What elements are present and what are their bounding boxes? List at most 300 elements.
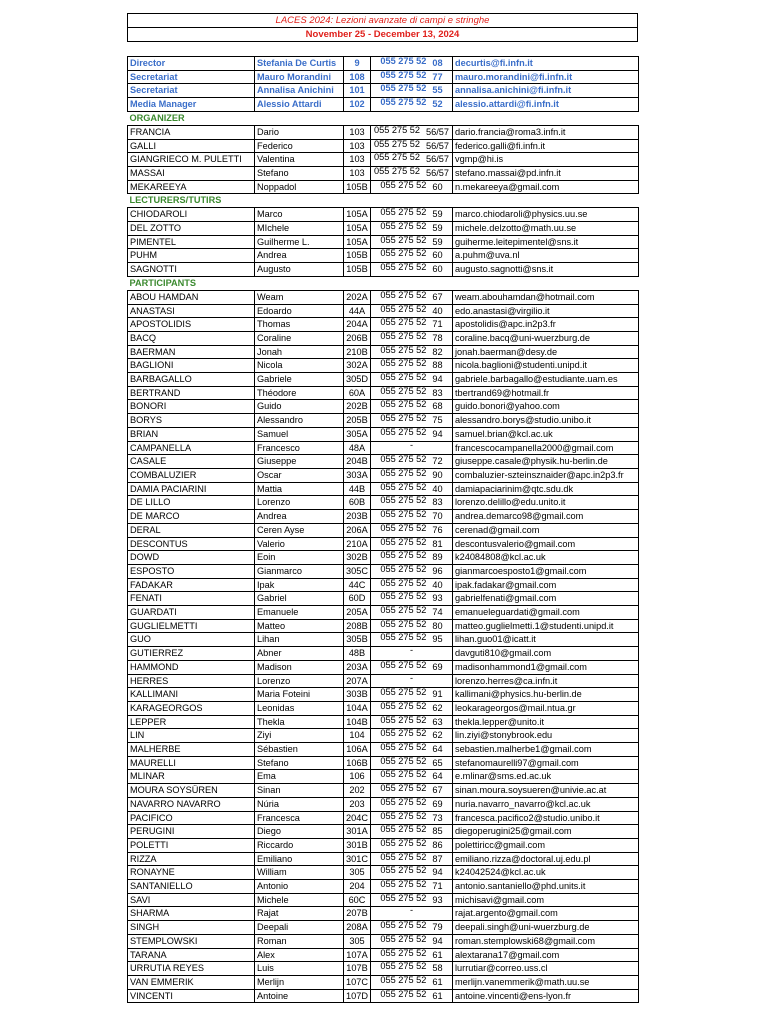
- last-name-cell: DOWD: [128, 551, 255, 565]
- phone-cell: [371, 852, 453, 866]
- phone-extension: 56/57: [425, 154, 449, 165]
- phone-prefix: 055 275 52: [380, 509, 427, 520]
- phone-prefix: 055 275 52: [380, 769, 427, 780]
- email-cell: francescocampanella2000@gmail.com: [453, 441, 639, 455]
- phone-prefix: 055 275 52: [380, 783, 427, 794]
- phone-extension: 52: [432, 99, 443, 110]
- phone-prefix: 055 275 52: [380, 756, 427, 766]
- email-cell: annalisa.anichini@fi.infn.it: [453, 84, 639, 98]
- last-name-cell: MLINAR: [128, 770, 255, 784]
- phone-cell: [371, 701, 453, 715]
- room-cell: 301A: [344, 825, 371, 839]
- room-cell: 203A: [344, 660, 371, 674]
- section-header-row: [128, 276, 639, 290]
- first-name-cell: Emiliano: [255, 852, 344, 866]
- phone-extension: 61: [432, 949, 443, 960]
- first-name-cell: Ceren Ayse: [255, 523, 344, 537]
- phone-cell: [371, 414, 453, 428]
- first-name-cell: Marco: [255, 208, 344, 222]
- person-row: [128, 290, 639, 304]
- phone-extension: 95: [432, 634, 443, 645]
- phone-extension: 70: [432, 511, 443, 522]
- phone-extension: 80: [432, 620, 443, 631]
- email-cell: samuel.brian@kcl.ac.uk: [453, 427, 639, 441]
- first-name-cell: Leonidas: [255, 701, 344, 715]
- phone-extension: 90: [432, 469, 443, 480]
- phone-cell: [371, 345, 453, 359]
- email-cell: damiapaciarinim@qtc.sdu.dk: [453, 482, 639, 496]
- last-name-cell: KARAGEORGOS: [128, 701, 255, 715]
- phone-prefix: 055 275 52: [380, 331, 427, 341]
- phone-cell: [371, 660, 453, 674]
- room-cell: 104A: [344, 701, 371, 715]
- last-name-cell: FADAKAR: [128, 578, 255, 592]
- person-row: [128, 907, 639, 921]
- first-name-cell: Maria Foteini: [255, 688, 344, 702]
- phone-prefix: 055 275 52: [380, 248, 427, 259]
- person-row: [128, 701, 639, 715]
- room-cell: 210A: [344, 537, 371, 551]
- phone-prefix: 055 275 52: [380, 290, 427, 300]
- phone-extension: 85: [432, 826, 443, 837]
- first-name-cell: Riccardo: [255, 838, 344, 852]
- staff-row: [128, 98, 639, 112]
- person-row: [128, 166, 639, 180]
- person-row: [128, 125, 639, 139]
- phone-extension: 40: [432, 483, 443, 494]
- spacer-row: [128, 42, 639, 57]
- first-name-cell: Alex: [255, 948, 344, 962]
- email-cell: giuseppe.casale@physik.hu-berlin.de: [453, 455, 639, 469]
- first-name-cell: Madison: [255, 660, 344, 674]
- email-cell: combaluzier-szteinsznaider@apc.in2p3.fr: [453, 468, 639, 482]
- phone-cell: [371, 729, 453, 743]
- staff-name: Alessio Attardi: [255, 98, 344, 112]
- phone-prefix: 055 275 52: [380, 317, 427, 328]
- email-cell: deepali.singh@uni-wuerzburg.de: [453, 921, 639, 935]
- email-cell: stefanomaurelli97@gmail.com: [453, 756, 639, 770]
- staff-row: [128, 70, 639, 84]
- person-row: [128, 331, 639, 345]
- person-row: [128, 647, 639, 661]
- person-row: [128, 180, 639, 194]
- person-row: [128, 564, 639, 578]
- person-row: [128, 674, 639, 688]
- phone-prefix: 055 275 52: [380, 934, 427, 944]
- phone-extension: 64: [432, 744, 443, 755]
- email-cell: michele.delzotto@math.uu.se: [453, 222, 639, 236]
- first-name-cell: Ziyi: [255, 729, 344, 743]
- first-name-cell: Federico: [255, 139, 344, 153]
- email-cell: thekla.lepper@unito.it: [453, 715, 639, 729]
- last-name-cell: SANTANIELLO: [128, 880, 255, 894]
- phone-cell: [371, 633, 453, 647]
- email-cell: cerenad@gmail.com: [453, 523, 639, 537]
- last-name-cell: HAMMOND: [128, 660, 255, 674]
- email-cell: dario.francia@roma3.infn.it: [453, 125, 639, 139]
- last-name-cell: SAVI: [128, 893, 255, 907]
- last-name-cell: PACIFICO: [128, 811, 255, 825]
- last-name-cell: LEPPER: [128, 715, 255, 729]
- first-name-cell: Sinan: [255, 784, 344, 798]
- first-name-cell: Stefano: [255, 166, 344, 180]
- last-name-cell: PERUGINI: [128, 825, 255, 839]
- room-cell: 305B: [344, 633, 371, 647]
- room-cell: 204B: [344, 455, 371, 469]
- last-name-cell: ABOU HAMDAN: [128, 290, 255, 304]
- phone-cell: [371, 400, 453, 414]
- phone-extension: 91: [432, 689, 443, 700]
- phone-prefix: 055 275 52: [380, 70, 427, 80]
- phone-prefix: 055 275 52: [380, 728, 427, 739]
- room-cell: 107D: [344, 989, 371, 1003]
- first-name-cell: Ipak: [255, 578, 344, 592]
- room-cell: 205B: [344, 414, 371, 428]
- phone-extension: 65: [432, 757, 443, 768]
- phone-extension: 40: [432, 579, 443, 590]
- phone-cell: [371, 98, 453, 112]
- room-cell: 207A: [344, 674, 371, 688]
- room-cell: 102: [344, 98, 371, 112]
- person-row: [128, 496, 639, 510]
- document-dates: November 25 - December 13, 2024: [305, 29, 460, 40]
- phone-missing: -: [409, 441, 414, 450]
- phone-prefix: 055 275 52: [380, 180, 427, 190]
- email-cell: merlijn.vanemmerik@math.uu.se: [453, 976, 639, 990]
- phone-cell: [371, 208, 453, 222]
- email-cell: alessio.attardi@fi.infn.it: [453, 98, 639, 112]
- room-cell: 301B: [344, 838, 371, 852]
- phone-prefix: 055 275 52: [380, 564, 427, 574]
- room-cell: 105A: [344, 235, 371, 249]
- phone-cell: [371, 57, 453, 71]
- first-name-cell: Thekla: [255, 715, 344, 729]
- first-name-cell: Théodore: [255, 386, 344, 400]
- phone-extension: 87: [432, 853, 443, 864]
- person-row: [128, 880, 639, 894]
- email-cell: sinan.moura.soysueren@univie.ac.at: [453, 784, 639, 798]
- phone-cell: [371, 523, 453, 537]
- email-cell: leokarageorgos@mail.ntua.gr: [453, 701, 639, 715]
- email-cell: vgmp@hi.is: [453, 153, 639, 167]
- person-row: [128, 852, 639, 866]
- phone-cell: [371, 496, 453, 510]
- room-cell: 103: [344, 125, 371, 139]
- first-name-cell: Gabriele: [255, 373, 344, 387]
- person-row: [128, 386, 639, 400]
- last-name-cell: CHIODAROLI: [128, 208, 255, 222]
- first-name-cell: Diego: [255, 825, 344, 839]
- phone-prefix: 055 275 52: [380, 701, 427, 711]
- phone-cell: [371, 70, 453, 84]
- first-name-cell: Deepali: [255, 921, 344, 935]
- phone-cell: [371, 125, 453, 139]
- phone-cell: [371, 688, 453, 702]
- first-name-cell: William: [255, 866, 344, 880]
- phone-extension: 78: [432, 332, 443, 343]
- phone-cell: [371, 838, 453, 852]
- phone-cell: [371, 331, 453, 345]
- email-cell: augusto.sagnotti@sns.it: [453, 263, 639, 277]
- phone-cell: [371, 934, 453, 948]
- phone-prefix: 055 275 52: [380, 879, 427, 890]
- phone-cell: [371, 578, 453, 592]
- staff-role: Secretariat: [128, 70, 255, 84]
- person-row: [128, 743, 639, 757]
- last-name-cell: COMBALUZIER: [128, 468, 255, 482]
- email-cell: mauro.morandini@fi.infn.it: [453, 70, 639, 84]
- phone-extension: 67: [432, 785, 443, 796]
- first-name-cell: Jonah: [255, 345, 344, 359]
- person-row: [128, 318, 639, 332]
- phone-extension: 69: [432, 661, 443, 672]
- last-name-cell: GUO: [128, 633, 255, 647]
- room-cell: 305: [344, 934, 371, 948]
- phone-extension: 82: [432, 346, 443, 357]
- person-row: [128, 729, 639, 743]
- phone-cell: [371, 770, 453, 784]
- room-cell: 206B: [344, 331, 371, 345]
- room-cell: 204C: [344, 811, 371, 825]
- room-cell: 107C: [344, 976, 371, 990]
- person-row: [128, 222, 639, 236]
- phone-prefix: 055 275 52: [380, 427, 427, 437]
- phone-cell: [371, 263, 453, 277]
- phone-prefix: 055 275 52: [380, 345, 427, 355]
- phone-cell: [371, 674, 453, 688]
- phone-prefix: 055 275 52: [380, 97, 427, 108]
- first-name-cell: Giuseppe: [255, 455, 344, 469]
- phone-cell: [371, 564, 453, 578]
- email-cell: n.mekareeya@gmail.com: [453, 180, 639, 194]
- phone-extension: 60: [432, 181, 443, 192]
- last-name-cell: DERAL: [128, 523, 255, 537]
- last-name-cell: BARBAGALLO: [128, 373, 255, 387]
- phone-prefix: 055 275 52: [380, 495, 427, 506]
- room-cell: 103: [344, 139, 371, 153]
- phone-prefix: 055 275 52: [380, 372, 427, 383]
- first-name-cell: Francesco: [255, 441, 344, 455]
- email-cell: matteo.guglielmetti.1@studenti.unipd.it: [453, 619, 639, 633]
- room-cell: 210B: [344, 345, 371, 359]
- last-name-cell: GUGLIELMETTI: [128, 619, 255, 633]
- phone-extension: 77: [432, 71, 443, 82]
- last-name-cell: VAN EMMERIK: [128, 976, 255, 990]
- person-row: [128, 825, 639, 839]
- first-name-cell: Ema: [255, 770, 344, 784]
- section-header-row: [128, 111, 639, 125]
- phone-prefix: 055 275 52: [380, 578, 427, 588]
- email-cell: alessandro.borys@studio.unibo.it: [453, 414, 639, 428]
- last-name-cell: SHARMA: [128, 907, 255, 921]
- person-row: [128, 345, 639, 359]
- room-cell: 302B: [344, 551, 371, 565]
- first-name-cell: Antoine: [255, 989, 344, 1003]
- person-row: [128, 208, 639, 222]
- staff-role: Director: [128, 57, 255, 71]
- phone-extension: 60: [432, 264, 443, 275]
- room-cell: 206A: [344, 523, 371, 537]
- phone-extension: 76: [432, 524, 443, 535]
- last-name-cell: BACQ: [128, 331, 255, 345]
- phone-prefix: 055 275 52: [380, 235, 427, 245]
- room-cell: 60C: [344, 893, 371, 907]
- phone-prefix: 055 275 52: [380, 56, 427, 66]
- person-row: [128, 455, 639, 469]
- phone-prefix: 055 275 52: [380, 619, 427, 629]
- phone-cell: [371, 482, 453, 496]
- email-cell: sebastien.malherbe1@gmail.com: [453, 743, 639, 757]
- email-cell: gabrielfenati@gmail.com: [453, 592, 639, 606]
- staff-name: Stefania De Curtis: [255, 57, 344, 71]
- phone-cell: [371, 373, 453, 387]
- first-name-cell: Alessandro: [255, 414, 344, 428]
- phone-cell: [371, 249, 453, 263]
- person-row: [128, 510, 639, 524]
- email-cell: guiherme.leitepimentel@sns.it: [453, 235, 639, 249]
- staff-role: Secretariat: [128, 84, 255, 98]
- phone-prefix: 055 275 52: [380, 207, 427, 218]
- phone-extension: 94: [432, 428, 443, 439]
- room-cell: 103: [344, 166, 371, 180]
- person-row: [128, 756, 639, 770]
- phone-extension: 71: [432, 319, 443, 330]
- person-row: [128, 468, 639, 482]
- phone-extension: 56/57: [425, 126, 449, 137]
- phone-extension: 60: [432, 250, 443, 261]
- last-name-cell: GALLI: [128, 139, 255, 153]
- phone-extension: 64: [432, 771, 443, 782]
- room-cell: 305C: [344, 564, 371, 578]
- email-cell: stefano.massai@pd.infn.it: [453, 166, 639, 180]
- phone-prefix: 055 275 52: [380, 399, 427, 410]
- email-cell: apostolidis@apc.in2p3.fr: [453, 318, 639, 332]
- email-cell: federico.galli@fi.infn.it: [453, 139, 639, 153]
- first-name-cell: Samuel: [255, 427, 344, 441]
- last-name-cell: POLETTI: [128, 838, 255, 852]
- person-row: [128, 359, 639, 373]
- person-row: [128, 619, 639, 633]
- phone-prefix: 055 275 52: [374, 139, 420, 149]
- phone-prefix: 055 275 52: [380, 920, 427, 931]
- phone-cell: [371, 743, 453, 757]
- first-name-cell: Coraline: [255, 331, 344, 345]
- room-cell: 203B: [344, 510, 371, 524]
- phone-prefix: 055 275 52: [380, 865, 427, 876]
- staff-row: [128, 84, 639, 98]
- phone-cell: [371, 715, 453, 729]
- email-cell: e.mlinar@sms.ed.ac.uk: [453, 770, 639, 784]
- phone-cell: [371, 304, 453, 318]
- phone-cell: [371, 592, 453, 606]
- room-cell: 107A: [344, 948, 371, 962]
- phone-prefix: 055 275 52: [380, 221, 427, 232]
- phone-cell: [371, 153, 453, 167]
- phone-extension: 73: [432, 812, 443, 823]
- email-cell: lorenzo.delillo@edu.unito.it: [453, 496, 639, 510]
- room-cell: 202: [344, 784, 371, 798]
- email-cell: antonio.santaniello@phd.units.it: [453, 880, 639, 894]
- first-name-cell: Andrea: [255, 510, 344, 524]
- last-name-cell: DE LILLO: [128, 496, 255, 510]
- section-header-row: [128, 194, 639, 208]
- section-label: LECTURERS/TUTIRS: [129, 195, 222, 206]
- room-cell: 106: [344, 770, 371, 784]
- room-cell: 202A: [344, 290, 371, 304]
- room-cell: 208B: [344, 619, 371, 633]
- last-name-cell: STEMPLOWSKI: [128, 934, 255, 948]
- phone-cell: [371, 551, 453, 565]
- last-name-cell: NAVARRO NAVARRO: [128, 797, 255, 811]
- first-name-cell: Valerio: [255, 537, 344, 551]
- last-name-cell: BAGLIONI: [128, 359, 255, 373]
- phone-extension: 89: [432, 552, 443, 563]
- first-name-cell: Emanuele: [255, 606, 344, 620]
- person-row: [128, 660, 639, 674]
- phone-prefix: 055 275 52: [380, 852, 427, 862]
- last-name-cell: GUTIERREZ: [128, 647, 255, 661]
- spacer-cell: [128, 42, 639, 57]
- email-cell: andrea.demarco98@gmail.com: [453, 510, 639, 524]
- room-cell: 105A: [344, 208, 371, 222]
- phone-prefix: 055 275 52: [380, 797, 427, 807]
- last-name-cell: TARANA: [128, 948, 255, 962]
- phone-extension: 63: [432, 716, 443, 727]
- person-row: [128, 948, 639, 962]
- email-cell: gianmarcoesposto1@gmail.com: [453, 564, 639, 578]
- room-cell: 44A: [344, 304, 371, 318]
- person-row: [128, 934, 639, 948]
- first-name-cell: Lihan: [255, 633, 344, 647]
- email-cell: weam.abouhamdan@hotmail.com: [453, 290, 639, 304]
- email-cell: roman.stemplowski68@gmail.com: [453, 934, 639, 948]
- email-cell: gabriele.barbagallo@estudiante.uam.es: [453, 373, 639, 387]
- first-name-cell: Eoin: [255, 551, 344, 565]
- first-name-cell: Luis: [255, 962, 344, 976]
- email-cell: coraline.bacq@uni-wuerzburg.de: [453, 331, 639, 345]
- first-name-cell: Roman: [255, 934, 344, 948]
- phone-extension: 93: [432, 593, 443, 604]
- phone-prefix: 055 275 52: [380, 454, 427, 465]
- phone-prefix: 055 275 52: [374, 152, 420, 163]
- first-name-cell: Dario: [255, 125, 344, 139]
- room-cell: 48B: [344, 647, 371, 661]
- first-name-cell: Abner: [255, 647, 344, 661]
- phone-cell: [371, 386, 453, 400]
- phone-prefix: 055 275 52: [380, 975, 427, 985]
- person-row: [128, 427, 639, 441]
- email-cell: k24042524@kcl.ac.uk: [453, 866, 639, 880]
- phone-extension: 40: [432, 305, 443, 316]
- phone-prefix: 055 275 52: [380, 632, 427, 643]
- phone-cell: [371, 427, 453, 441]
- first-name-cell: Thomas: [255, 318, 344, 332]
- first-name-cell: Lorenzo: [255, 496, 344, 510]
- directory-sheet: [127, 13, 638, 1003]
- person-row: [128, 989, 639, 1003]
- email-cell: descontusvalerio@gmail.com: [453, 537, 639, 551]
- last-name-cell: ESPOSTO: [128, 564, 255, 578]
- last-name-cell: FRANCIA: [128, 125, 255, 139]
- phone-prefix: 055 275 52: [380, 811, 427, 821]
- phone-extension: 59: [432, 223, 443, 234]
- first-name-cell: MIchele: [255, 222, 344, 236]
- room-cell: 60B: [344, 496, 371, 510]
- section-label: ORGANIZER: [129, 112, 185, 123]
- phone-prefix: 055 275 52: [380, 660, 427, 670]
- room-cell: 202B: [344, 400, 371, 414]
- room-cell: 305A: [344, 427, 371, 441]
